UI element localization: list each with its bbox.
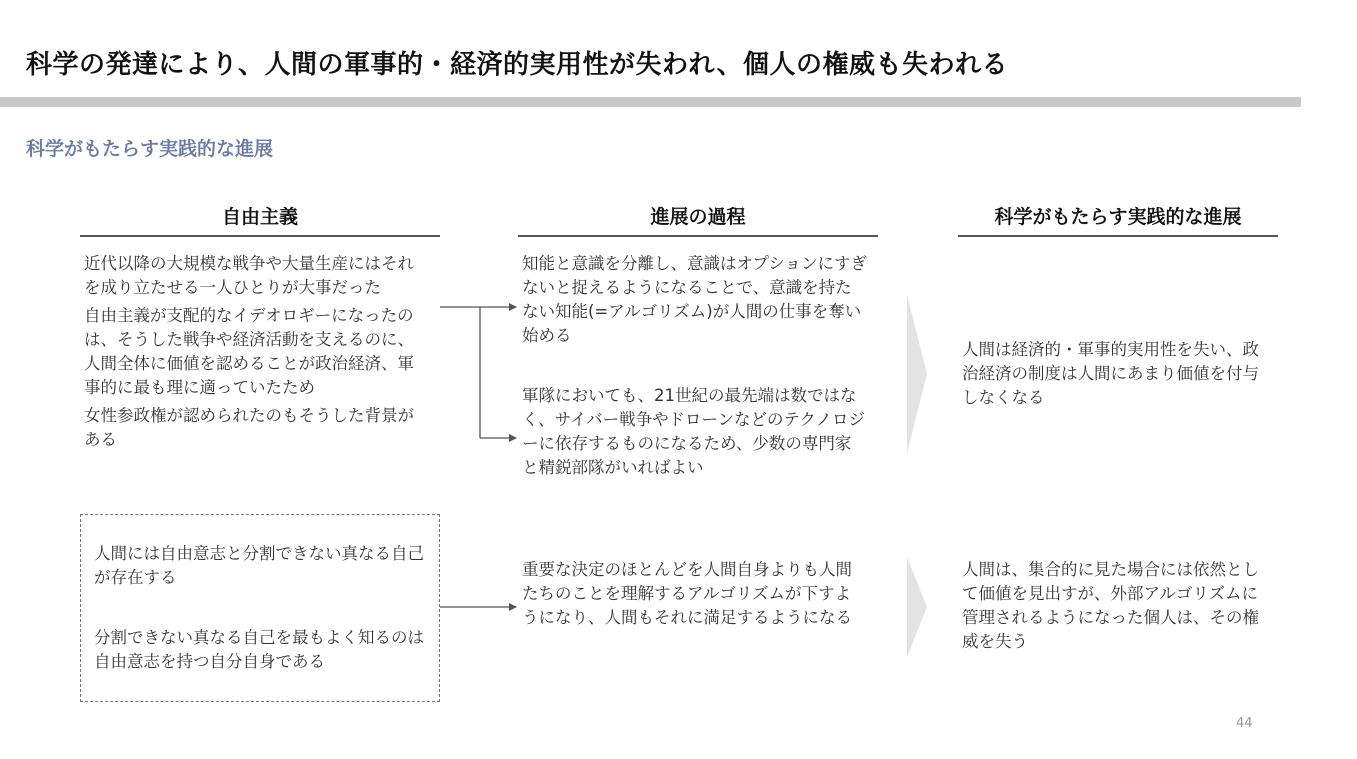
free-will-paragraph: 人間には自由意志と分割できない真なる自己が存在する	[94, 544, 424, 587]
true-self-paragraph: 分割できない真なる自己を最もよく知るのは自由意志を持つ自分自身である	[94, 628, 424, 671]
process-paragraph-algorithms: 知能と意識を分離し、意識はオプションにすぎないと捉えるようになることで、意識を持たない知能(=アルゴリズム)が人間の仕事を奪い始める	[522, 254, 868, 345]
left-column-heading: 自由主義	[80, 202, 440, 237]
bracket-arrow-icon	[440, 307, 516, 438]
outcome-paragraph-authority: 人間は、集合的に見た場合には依然として価値を見出すが、外部アルゴリズムに管理されるようになった個人は、その権威を失う	[962, 560, 1259, 651]
process-paragraph-decisions: 重要な決定のほとんどを人間自身よりも人間たちのことを理解するアルゴリズムが下すようになり、人間もそれに満足するようになる	[522, 560, 852, 627]
right-column-heading: 科学がもたらす実践的な進展	[958, 202, 1278, 237]
chevron-right-icon	[907, 557, 927, 657]
process-paragraph-military: 軍隊においても、21世紀の最先端は数ではなく、サイバー戦争やドローンなどのテクノロジーに依存するものになるため、少数の専門家と精鋭部隊がいればよい	[522, 386, 866, 477]
outcome-paragraph-utility: 人間は経済的・軍事的実用性を失い、政治経済の制度は人間にあまり価値を付与しなくなる	[962, 340, 1259, 407]
slide-subtitle: 科学がもたらす実践的な進展	[26, 138, 274, 160]
page-number: 44	[1236, 716, 1253, 731]
liberalism-paragraph: 近代以降の大規模な戦争や大量生産にはそれを成り立たせる一人ひとりが大事だった	[84, 254, 414, 297]
liberalism-paragraph: 女性参政権が認められたのもそうした背景がある	[84, 406, 414, 449]
chevron-right-icon	[907, 295, 927, 453]
slide-title: 科学の発達により、人間の軍事的・経済的実用性が失われ、個人の権威も失われる	[26, 50, 1009, 80]
liberalism-paragraph: 自由主義が支配的なイデオロギーになったのは、そうした戦争や経済活動を支えるのに、人間全体に価値を認めることが政治経済、軍事的に最も理に適っていたため	[84, 306, 414, 397]
middle-column-heading: 進展の過程	[518, 202, 878, 237]
